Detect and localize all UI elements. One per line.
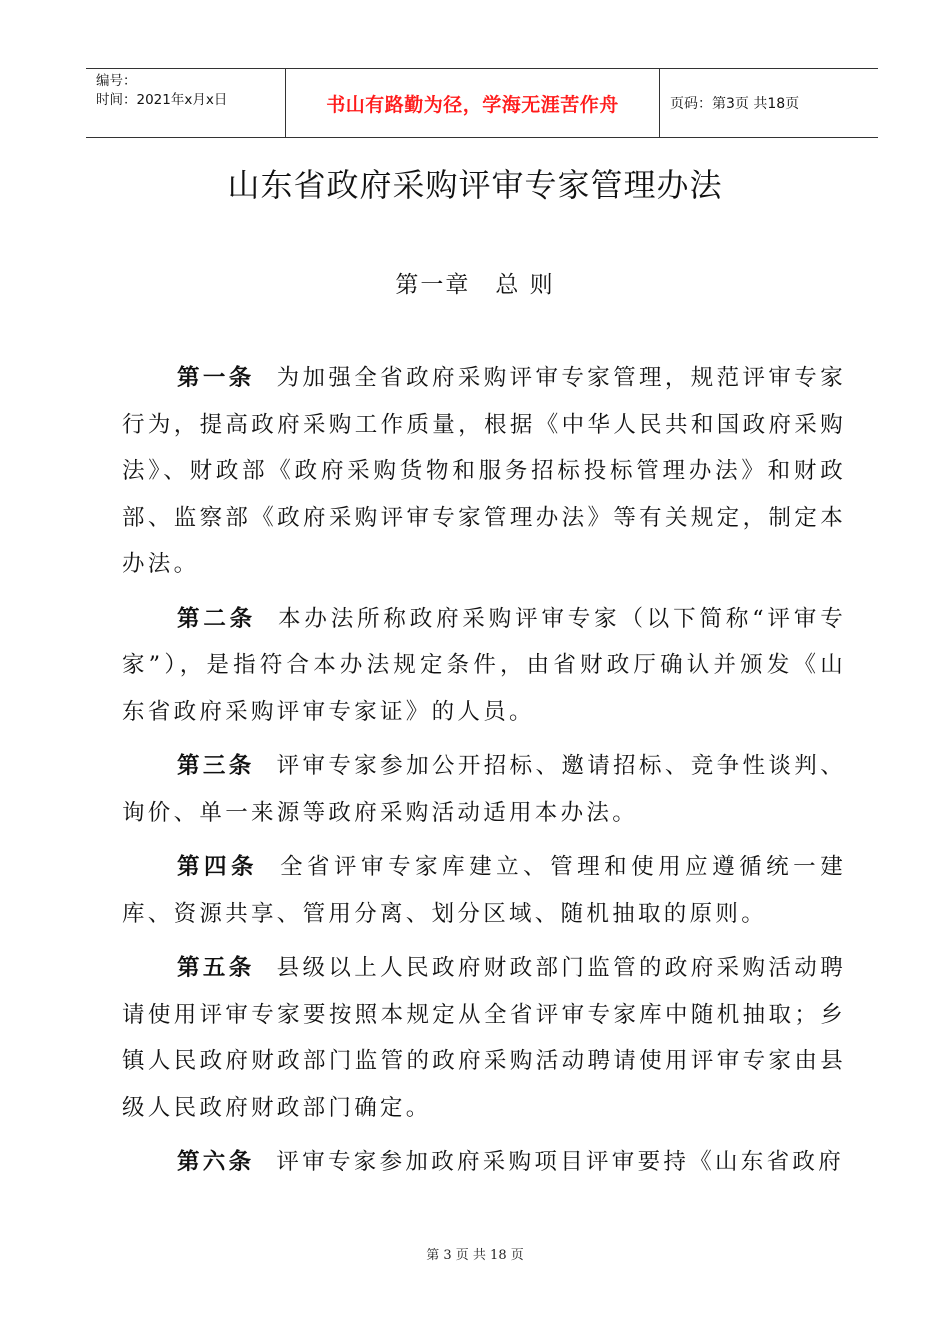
article-number: 第一条: [177, 365, 255, 391]
header-page-info: 页码：第3页 共18页: [670, 96, 800, 112]
article-text: 评审专家参加公开招标、邀请招标、竞争性谈判、询价、单一来源等政府采购活动适用本办法。: [122, 753, 846, 826]
article-text: 为加强全省政府采购评审专家管理，规范评审专家行为，提高政府采购工作质量，根据《中华人民共和国政府采购法》、财政部《政府采购货物和服务招标投标管理办法》和财政部、监察部《政府采购评审专家管理办法》等有关规定，制定本办法。: [122, 365, 846, 577]
article-number: 第五条: [177, 955, 255, 981]
article: [122, 596, 846, 736]
time-label: 时间：2021年x月x日: [96, 92, 228, 108]
article: [122, 1139, 846, 1186]
header-meta: [86, 69, 286, 137]
article-number: 第二条: [177, 605, 257, 632]
page-header: [86, 68, 878, 138]
article: [122, 945, 846, 1131]
article: [122, 844, 846, 937]
document-body: [122, 355, 846, 1194]
article-number: 第四条: [177, 854, 259, 880]
page-footer: 第 3 页 共 18 页: [426, 1248, 524, 1263]
article-text: 县级以上人民政府财政部门监管的政府采购活动聘请使用评审专家要按照本规定从全省评审专家库中随机抽取；乡镇人民政府财政部门监管的政府采购活动聘请使用评审专家由县级人民政府财政部门确定。: [122, 955, 846, 1121]
article: [122, 743, 846, 836]
article: [122, 355, 846, 588]
article-number: 第六条: [177, 1149, 255, 1175]
header-motto: 书山有路勤为径，学海无涯苦作舟: [286, 69, 660, 137]
chapter-heading: 第一章 总 则: [395, 272, 555, 298]
article-text: 评审专家参加政府采购项目评审要持《山东省政府: [276, 1149, 845, 1175]
article-text: 全省评审专家库建立、管理和使用应遵循统一建库、资源共享、管用分离、划分区域、随机抽取的原则。: [122, 854, 846, 927]
article-number: 第三条: [177, 753, 255, 779]
document-title: 山东省政府采购评审专家管理办法: [227, 166, 723, 204]
article-text: 本办法所称政府采购评审专家（以下简称“评审专家”），是指符合本办法规定条件，由省财政厅确认并颁发《山东省政府采购评审专家证》的人员。: [122, 605, 846, 725]
number-label: 编号：: [96, 73, 137, 89]
